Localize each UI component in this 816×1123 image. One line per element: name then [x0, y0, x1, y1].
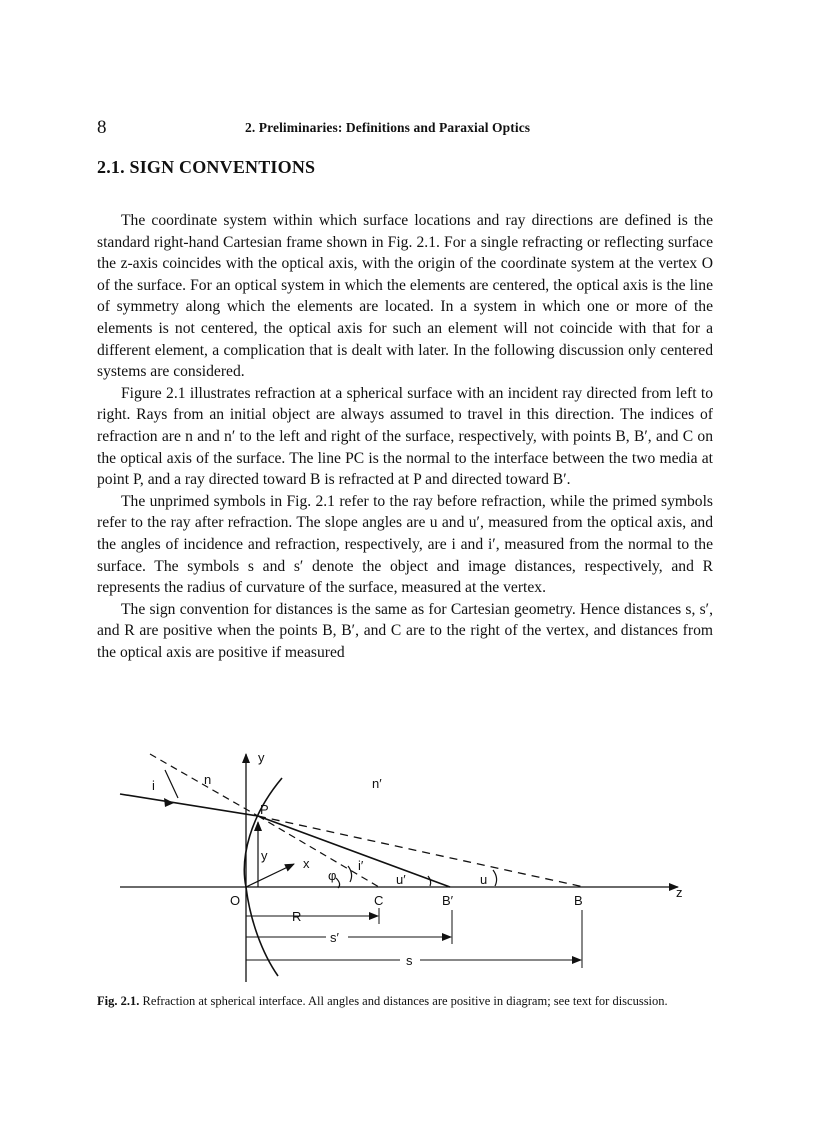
label-B: B [574, 893, 583, 908]
refracted-ray [258, 816, 450, 887]
label-x: x [303, 856, 310, 871]
label-O: O [230, 893, 241, 908]
label-i-prime: i′ [358, 858, 364, 873]
paragraph: Figure 2.1 illustrates refraction at a spherical surface with an incident ray directed from left to right. Rays from an initial object are always assumed to travel in this direction. The indices of refraction are n and n′ to the left and right of the surface, respectively, with points B, B′, and C on the optical axis of the surface. The line PC is the normal to the interface between the two media at point P, and a ray directed toward B is refracted at P and directed toward B′. [97, 384, 713, 489]
page-header [97, 117, 717, 139]
label-C: C [374, 893, 384, 908]
label-y-axis: y [258, 750, 265, 765]
x-axis [246, 864, 294, 887]
page-number: 8 [97, 117, 107, 138]
label-u-prime: u′ [396, 872, 406, 887]
label-s: s [406, 953, 413, 968]
paragraph: The coordinate system within which surface locations and ray directions are defined is the standard right-hand Cartesian frame shown in Fig. 2.1. For a single refracting or reflecting surface the z-axis coincides with the optical axis, with the origin of the coordinate system at the vertex O of the surface. For an optical system in which the elements are centered, the optical axis is the line of symmetry along which the elements are located. In a system in which one or more of the elements is not centered, the optical axis for such an element will not coincide with that for a different element, a complication that is dealt with later. In the following discussion only centered systems are considered. [97, 212, 713, 381]
normal-line [258, 816, 379, 887]
label-P: P [260, 802, 269, 817]
label-s-prime: s′ [330, 930, 339, 945]
refraction-diagram [110, 748, 700, 988]
section-title: 2.1. SIGN CONVENTIONS [97, 157, 316, 177]
incident-ray [120, 794, 258, 816]
label-z: z [676, 885, 683, 900]
label-u: u [480, 872, 488, 887]
label-R: R [292, 909, 302, 924]
label-n: n [204, 772, 212, 787]
body-text [97, 210, 713, 663]
label-B-prime: B′ [442, 893, 454, 908]
running-head: 2. Preliminaries: Definitions and Paraxial Optics [245, 120, 531, 135]
caption-label: Fig. 2.1. [97, 994, 140, 1008]
caption-text: Refraction at spherical interface. All angles and distances are positive in diagram; see text for discussion. [142, 994, 668, 1008]
label-i: i [152, 778, 155, 793]
figure-caption [97, 993, 717, 1010]
label-phi: φ [328, 868, 337, 883]
label-y-height: y [261, 848, 268, 863]
paragraph: The sign convention for distances is the same as for Cartesian geometry. Hence distances s, s′, and R are positive when the points B, B′, and C are to the right of the vertex, and distances from the optical axis are positive if measured [97, 600, 713, 661]
paragraph: The unprimed symbols in Fig. 2.1 refer to the ray before refraction, while the primed symbols refer to the ray after refraction. The slope angles are u and u′, measured from the optical axis, and the angles of incidence and refraction, respectively, are i and i′, measured from the normal to the surface. The symbols s and s′ denote the object and image distances, respectively, and R represents the radius of curvature of the surface, measured at the vertex. [97, 492, 713, 597]
label-n-prime: n′ [372, 776, 382, 791]
